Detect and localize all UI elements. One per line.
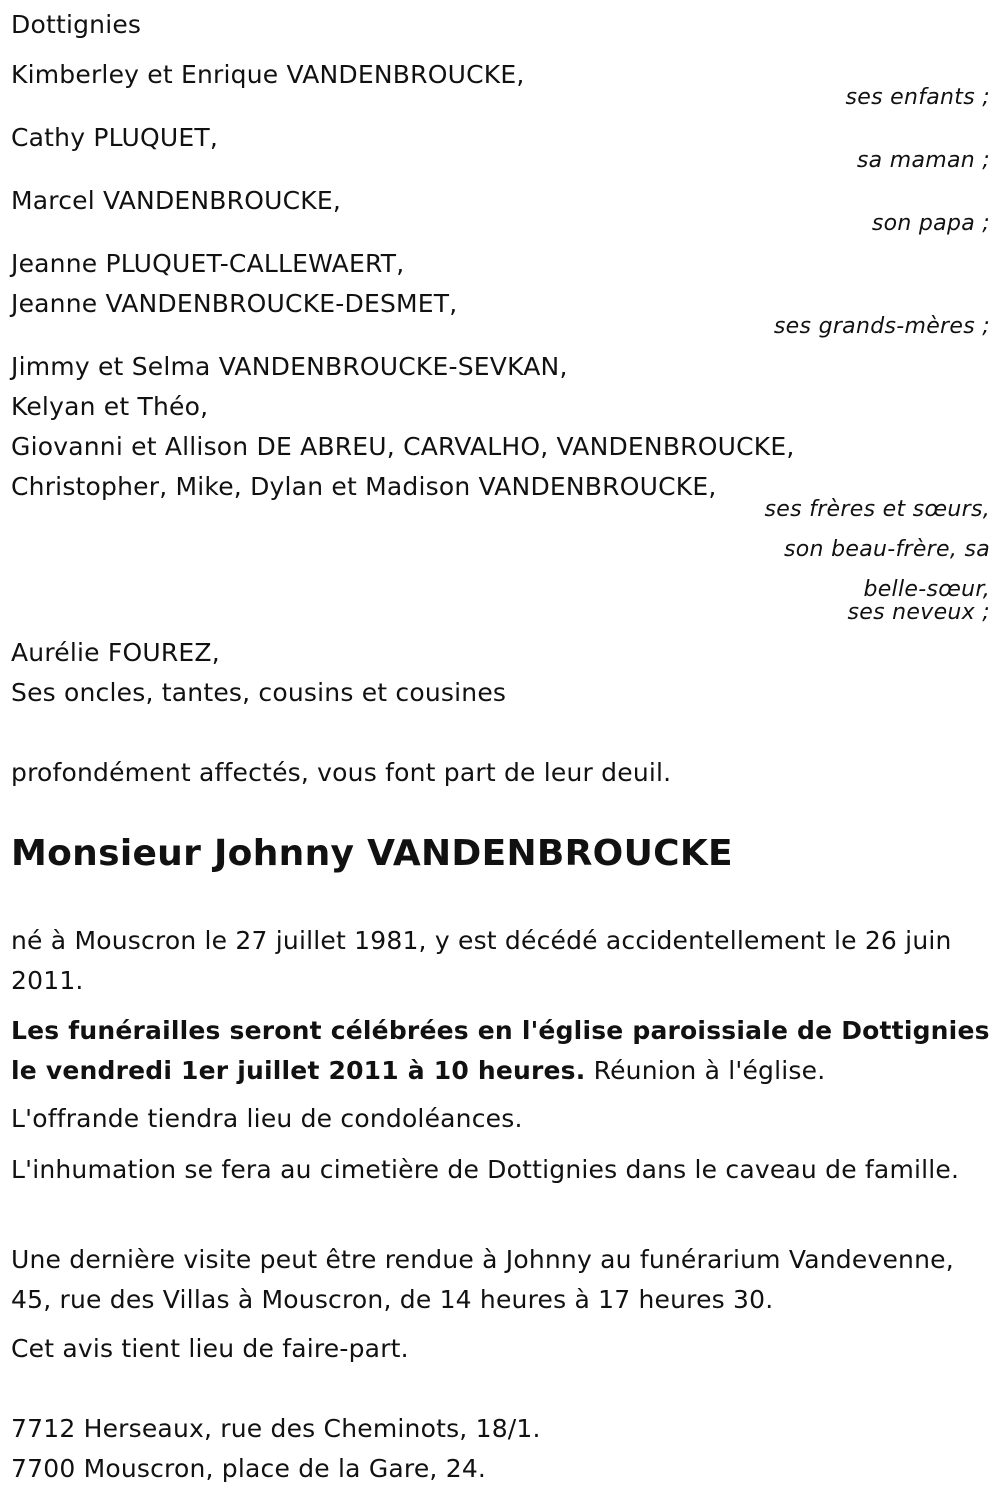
partner-name: Aurélie FOUREZ, <box>11 638 220 667</box>
notice-info: Cet avis tient lieu de faire-part. <box>11 1334 409 1363</box>
funeral-info <box>11 1011 991 1091</box>
siblings-relation: son beau-frère, sa <box>784 537 990 562</box>
sibling-names: Christopher, Mike, Dylan et Madison VANDENBROUCKE, <box>11 472 717 501</box>
children-relation: ses enfants ; <box>845 85 990 110</box>
children-names: Kimberley et Enrique VANDENBROUCKE, <box>11 60 525 89</box>
visit-info: Une dernière visite peut être rendue à Johnny au funérarium Vandevenne, 45, rue des Villas à Mouscron, de 14 heures à 17 heures 30. <box>11 1245 954 1314</box>
address-line: 7712 Herseaux, rue des Cheminots, 18/1. <box>11 1414 541 1443</box>
siblings-relation: belle-sœur, <box>863 577 990 602</box>
burial-info: L'inhumation se fera au cimetière de Dottignies dans le caveau de famille. <box>11 1155 960 1184</box>
siblings-relation: ses neveux ; <box>847 600 990 625</box>
funeral-gathering: Réunion à l'église. <box>593 1056 826 1085</box>
deceased-name: Monsieur Johnny VANDENBROUCKE <box>11 833 733 874</box>
closing-statement: profondément affectés, vous font part de leur deuil. <box>11 758 672 787</box>
father-name: Marcel VANDENBROUCKE, <box>11 186 341 215</box>
mother-relation: sa maman ; <box>856 148 990 173</box>
grandmother-name: Jeanne VANDENBROUCKE-DESMET, <box>11 289 458 318</box>
location-heading: Dottignies <box>11 10 142 39</box>
birth-death-info: né à Mouscron le 27 juillet 1981, y est décédé accidentellement le 26 juin 2011. <box>11 926 952 995</box>
sibling-names: Kelyan et Théo, <box>11 392 209 421</box>
sibling-names: Jimmy et Selma VANDENBROUCKE-SEVKAN, <box>11 352 568 381</box>
father-relation: son papa ; <box>871 211 990 236</box>
grandmother-name: Jeanne PLUQUET-CALLEWAERT, <box>11 249 405 278</box>
mother-name: Cathy PLUQUET, <box>11 123 219 152</box>
funeral-date-bold: Les funérailles seront célébrées en l'église paroissiale de Dottignies le vendredi 1er juillet 2011 à 10 heures. <box>11 1016 990 1085</box>
sibling-names: Giovanni et Allison DE ABREU, CARVALHO, VANDENBROUCKE, <box>11 432 795 461</box>
address-line: 7700 Mouscron, place de la Gare, 24. <box>11 1454 487 1483</box>
siblings-relation: ses frères et sœurs, <box>764 497 990 522</box>
offering-info: L'offrande tiendra lieu de condoléances. <box>11 1104 523 1133</box>
other-relatives: Ses oncles, tantes, cousins et cousines <box>11 678 507 707</box>
grandmothers-relation: ses grands-mères ; <box>773 314 990 339</box>
